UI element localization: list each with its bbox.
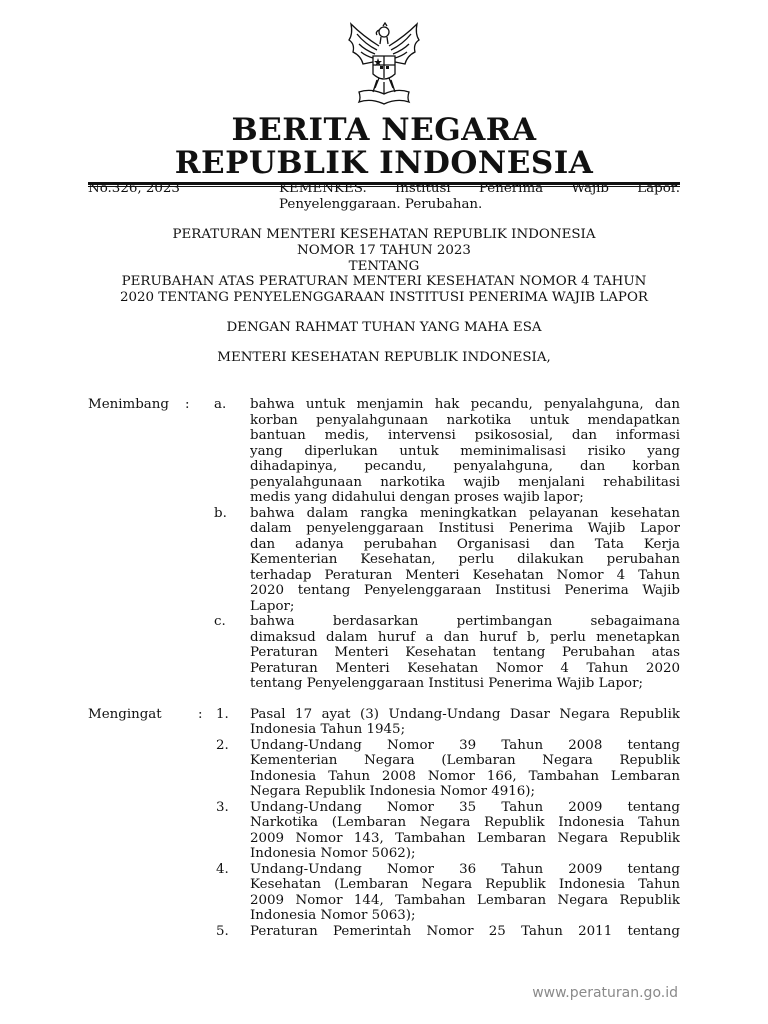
mengingat-label: Mengingat [88,707,162,722]
title-line-4: PERUBAHAN ATAS PERATURAN MENTERI KESEHATAN NOMOR 4 TAHUN [121,274,647,289]
mengingat-1-line: Indonesia Tahun 1945; [250,722,406,737]
menimbang-c-line: bahwa berdasarkan pertimbangan sebagaimana [250,614,680,629]
menimbang-b-line: dan adanya perubahan Organisasi dan Tata Kerja [250,537,680,552]
mengingat-4-line: Undang-Undang Nomor 36 Tahun 2009 tentang [250,862,680,877]
mengingat-marker-1: 1. [216,707,229,722]
menimbang-a-line: medis yang didahului dengan proses wajib lapor; [250,490,584,505]
menimbang-a-line: yang diperlukan untuk meminimalisasi risiko yang [250,444,680,459]
title-line-2: NOMOR 17 TAHUN 2023 [297,243,471,258]
mengingat-marker-2: 2. [216,738,229,753]
mengingat-2-line: Undang-Undang Nomor 39 Tahun 2008 tentang [250,738,680,753]
mengingat-3-line: Narkotika (Lembaran Negara Republik Indonesia Tahun [250,815,680,830]
menimbang-b-line: 2020 tentang Penyelenggaraan Institusi Penerima Wajib [250,583,680,598]
menimbang-a-line: penyalahgunaan narkotika wajib menjalani rehabilitasi [250,475,680,490]
mengingat-5-line: Peraturan Pemerintah Nomor 25 Tahun 2011 tentang [250,924,680,939]
mengingat-3-line: Indonesia Nomor 5062); [250,846,416,861]
mengingat-colon: : [198,707,203,722]
title-line-3: TENTANG [348,259,420,274]
subject-line-2: Penyelenggaraan. Perubahan. [279,197,483,212]
menimbang-marker-c: c. [214,614,226,629]
title-line-6: DENGAN RAHMAT TUHAN YANG MAHA ESA [226,320,542,335]
menimbang-marker-a: a. [214,397,227,412]
menimbang-a-line: bantuan medis, intervensi psikososial, dan informasi [250,428,680,443]
masthead-line-2: REPUBLIK INDONESIA [174,145,594,181]
mengingat-3-line: Undang-Undang Nomor 35 Tahun 2009 tentang [250,800,680,815]
menimbang-c-line: tentang Penyelenggaraan Institusi Penerima Wajib Lapor; [250,676,644,691]
mengingat-1-line: Pasal 17 ayat (3) Undang-Undang Dasar Negara Republik [250,707,680,722]
mengingat-2-line: Negara Republik Indonesia Nomor 4916); [250,784,536,799]
footer-website-link[interactable]: www.peraturan.go.id [532,985,678,1001]
menimbang-c-line: Peraturan Menteri Kesehatan Nomor 4 Tahun 2020 [250,661,680,676]
title-line-7: MENTERI KESEHATAN REPUBLIK INDONESIA, [217,350,551,365]
mengingat-marker-4: 4. [216,862,229,877]
menimbang-b-line: terhadap Peraturan Menteri Kesehatan Nomor 4 Tahun [250,568,680,583]
mengingat-4-line: Indonesia Nomor 5063); [250,908,416,923]
menimbang-colon: : [185,397,190,412]
garuda-emblem-icon [333,22,435,114]
menimbang-label: Menimbang [88,397,169,412]
mengingat-4-line: 2009 Nomor 144, Tambahan Lembaran Negara Republik [250,893,680,908]
mengingat-marker-5: 5. [216,924,229,939]
menimbang-c-line: dimaksud dalam huruf a dan huruf b, perlu menetapkan [250,630,680,645]
mengingat-4-line: Kesehatan (Lembaran Negara Republik Indonesia Tahun [250,877,680,892]
mengingat-marker-3: 3. [216,800,229,815]
menimbang-a-line: dihadapinya, pecandu, penyalahguna, dan korban [250,459,680,474]
menimbang-c-line: Peraturan Menteri Kesehatan tentang Perubahan atas [250,645,680,660]
menimbang-marker-b: b. [214,506,227,521]
mengingat-3-line: 2009 Nomor 143, Tambahan Lembaran Negara Republik [250,831,680,846]
title-line-5: 2020 TENTANG PENYELENGGARAAN INSTITUSI PENERIMA WAJIB LAPOR [119,290,649,305]
mengingat-2-line: Kementerian Negara (Lembaran Negara Republik [250,753,680,768]
mengingat-2-line: Indonesia Tahun 2008 Nomor 166, Tambahan Lembaran [250,769,680,784]
menimbang-b-line: bahwa dalam rangka meningkatkan pelayanan kesehatan [250,506,680,521]
menimbang-a-line: bahwa untuk menjamin hak pecandu, penyalahguna, dan [250,397,680,412]
masthead-line-1: BERITA NEGARA [231,112,537,148]
issue-number: No.326, 2023 [88,181,180,196]
menimbang-a-line: korban penyalahgunaan narkotika untuk mendapatkan [250,413,680,428]
menimbang-b-line: Lapor; [250,599,295,614]
subject-line-1: KEMENKES. Institusi Penerima Wajib Lapor. [279,181,680,196]
title-line-1: PERATURAN MENTERI KESEHATAN REPUBLIK INDONESIA [172,227,596,242]
menimbang-b-line: dalam penyelenggaraan Institusi Penerima Wajib Lapor [250,521,680,536]
menimbang-b-line: Kementerian Kesehatan, perlu dilakukan perubahan [250,552,680,567]
